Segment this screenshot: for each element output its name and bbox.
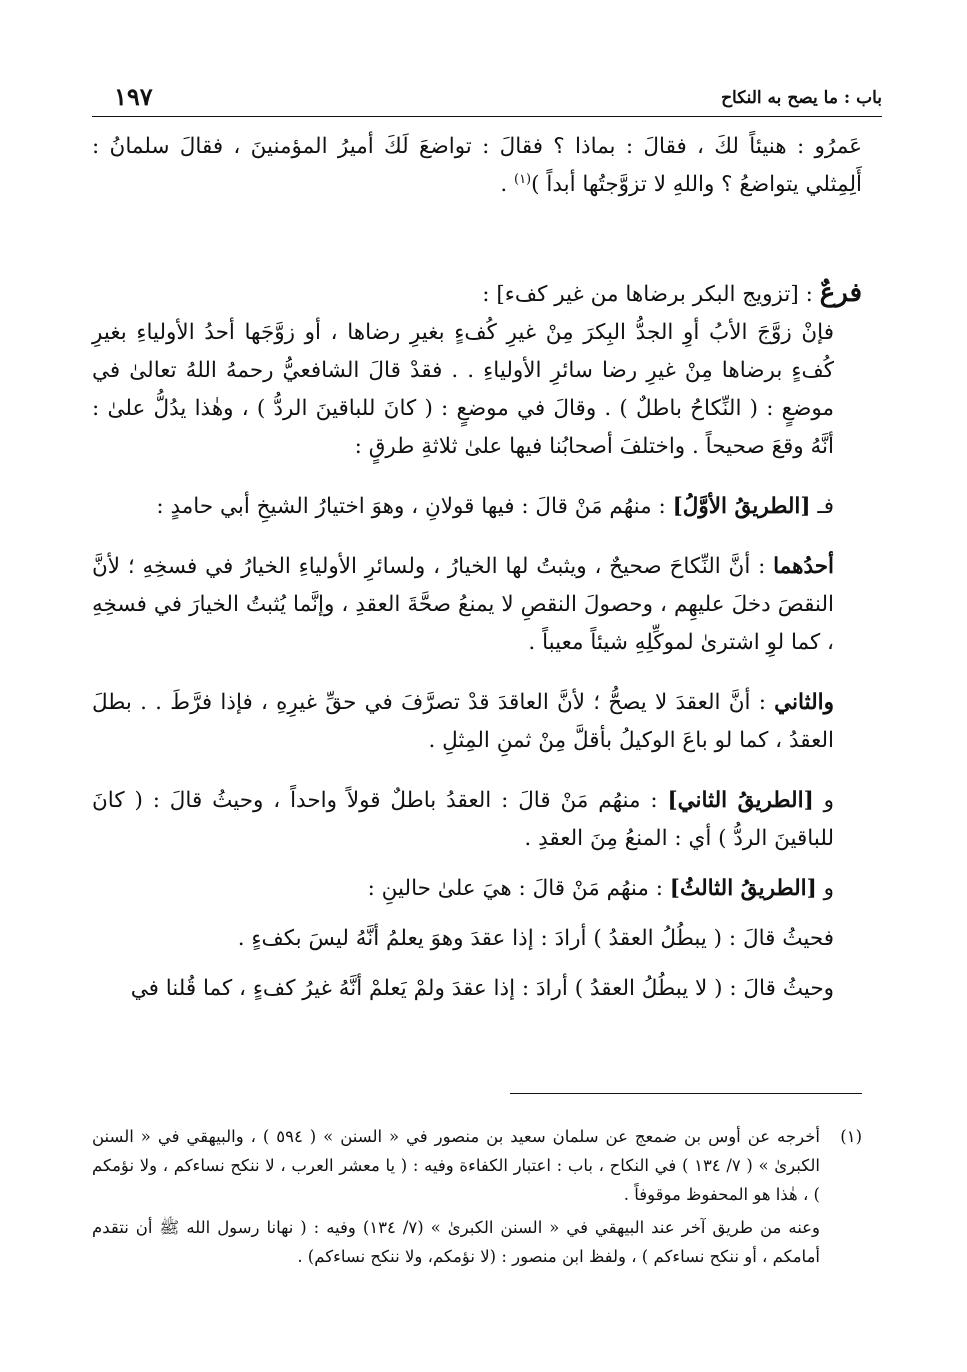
footnote-separator (510, 1093, 862, 1094)
footnote-ref: (١) (513, 171, 532, 187)
section-label: فرعٌ (819, 278, 862, 308)
chapter-title: باب : ما يصح به النكاح (721, 88, 882, 108)
section-title: : [تزويج البكر برضاها من غير كفء] : (482, 282, 820, 307)
footnote-text: أخرجه عن أوس بن ضمعج عن سلمان سعيد بن منصور في « السنن » ( ٥٩٤ ) ، والبيهقي في « السنن الكبرىٰ » ( ٧/ ١٣٤ ) في النكاح ، باب : اعتبار الكفاءة وفيه : ( يا معشر العرب ، لا ننكح نساءكم ، ولا نؤمكم ) ، هٰذا هو المحفوظ موقوفاً . (92, 1127, 820, 1204)
second-opinion-text: : أنَّ العقدَ لا يصحُّ ؛ لأنَّ العاقدَ قدْ تصرَّفَ في حقِّ غيرِهِ ، فإذا فرَّطَ . . بطلَ العقدُ ، كما لو باعَ الوكيلُ بأقلَّ مِنْ ثمنِ المِثلِ . (92, 690, 834, 753)
footnotes (92, 1122, 862, 1271)
page-header (92, 80, 882, 117)
footnote-number: (١) (840, 1127, 862, 1146)
paragraph-case-two: وحيثُ قالَ : ( لا يبطُلُ العقدُ ) أرادَ : إذا عقدَ ولمْ يَعلمْ أنَّهُ غيرُ كفءٍ ، كما قُلنا في (130, 976, 834, 1001)
continuation-text: عَمرُو : هنيئاً لكَ ، فقالَ : بماذا ؟ فقالَ : تواضعَ لَكَ أميرُ المؤمنينَ ، فقالَ سلمانُ : أَلِمِثلي يتواضعُ ؟ واللهِ لا تزوَّجتُها أبداً ) (92, 134, 862, 197)
second-path-text: : منهُم مَنْ قالَ : العقدُ باطلٌ قولاً واحداً ، وحيثُ قالَ : ( كانَ للباقينَ الردُّ ) أي : المنعُ مِنَ العقدِ . (92, 788, 834, 851)
paragraph-case-one: فحيثُ قالَ : ( يبطُلُ العقدُ ) أرادَ : إذا عقدَ وهوَ يعلمُ أنَّهُ ليسَ بكفءٍ . (237, 926, 834, 951)
first-path-text: : منهُم مَنْ قالَ : فيها قولانِ ، وهوَ اختيارُ الشيخِ أبي حامدٍ : (156, 494, 673, 519)
paragraph-third-path (92, 870, 862, 908)
second-opinion-label: والثاني (774, 690, 834, 715)
main-text (92, 128, 862, 1008)
first-path-prefix: فـ (810, 494, 834, 519)
page-number: ١٩٧ (114, 82, 153, 111)
continuation-paragraph (92, 128, 862, 204)
paragraph-first-opinion (92, 548, 862, 662)
paragraph-intro: فإنْ زوَّجَ الأبُ أوِ الجدُّ البِكرَ مِنْ غيرِ كُفءٍ بغيرِ رضاها ، أو زوَّجَها أحدُ الأولياءِ بغيرِ كُفءٍ برضاها مِنْ غيرِ رضا سائرِ الأولياءِ . . فقدْ قالَ الشافعيُّ رحمهُ اللهُ تعالىٰ في موضعٍ : ( النِّكاحُ باطلٌ ) . وقالَ في موضعٍ : ( كانَ للباقينَ الردُّ ) ، وهٰذا يدُلُّ علىٰ : أنَّهُ وقعَ صحيحاً . واختلفَ أصحابُنا فيها علىٰ ثلاثةِ طرقٍ : (92, 320, 834, 459)
second-path-prefix: و (813, 788, 834, 813)
continuation-end: . (500, 172, 514, 197)
section-heading (92, 274, 862, 314)
footnote-continuation: وعنه من طريق آخر عند البيهقي في « السنن الكبرىٰ » (٧/ ١٣٤) وفيه : ( نهانا رسول الله ﷺ أن نتقدم أمامكم ، أو ننكح نساءكم ) ، ولفظ ابن منصور : (لا نؤمكم، ولا ننكح نساءكم) . (92, 1218, 820, 1266)
first-path-label: [الطريقُ الأوَّلُ] (672, 494, 811, 519)
third-path-text: : منهُم مَنْ قالَ : هيَ علىٰ حالينِ : (367, 876, 670, 901)
second-path-label: [الطريقُ الثاني] (667, 788, 814, 813)
paragraph-first-path (92, 488, 862, 526)
paragraph-second-opinion (92, 684, 862, 760)
first-opinion-label: أحدُهما (773, 554, 834, 579)
third-path-label: [الطريقُ الثالثُ] (669, 876, 817, 901)
first-opinion-text: : أنَّ النِّكاحَ صحيحٌ ، ويثبتُ لها الخيارُ ، ولسائرِ الأولياءِ الخيارُ في فسخِهِ ؛ لأنَّ النقصَ دخلَ عليهِم ، وحصولَ النقصِ لا يمنعُ صحَّةَ العقدِ ، وإنَّما يُثبتُ الخيارَ في فسخِهِ ، كما لوِ اشترىٰ لموكِّلِهِ شيئاً معيباً . (92, 554, 834, 655)
footnote-1 (92, 1122, 862, 1209)
paragraph-second-path (92, 782, 862, 858)
third-path-prefix: و (816, 876, 834, 901)
